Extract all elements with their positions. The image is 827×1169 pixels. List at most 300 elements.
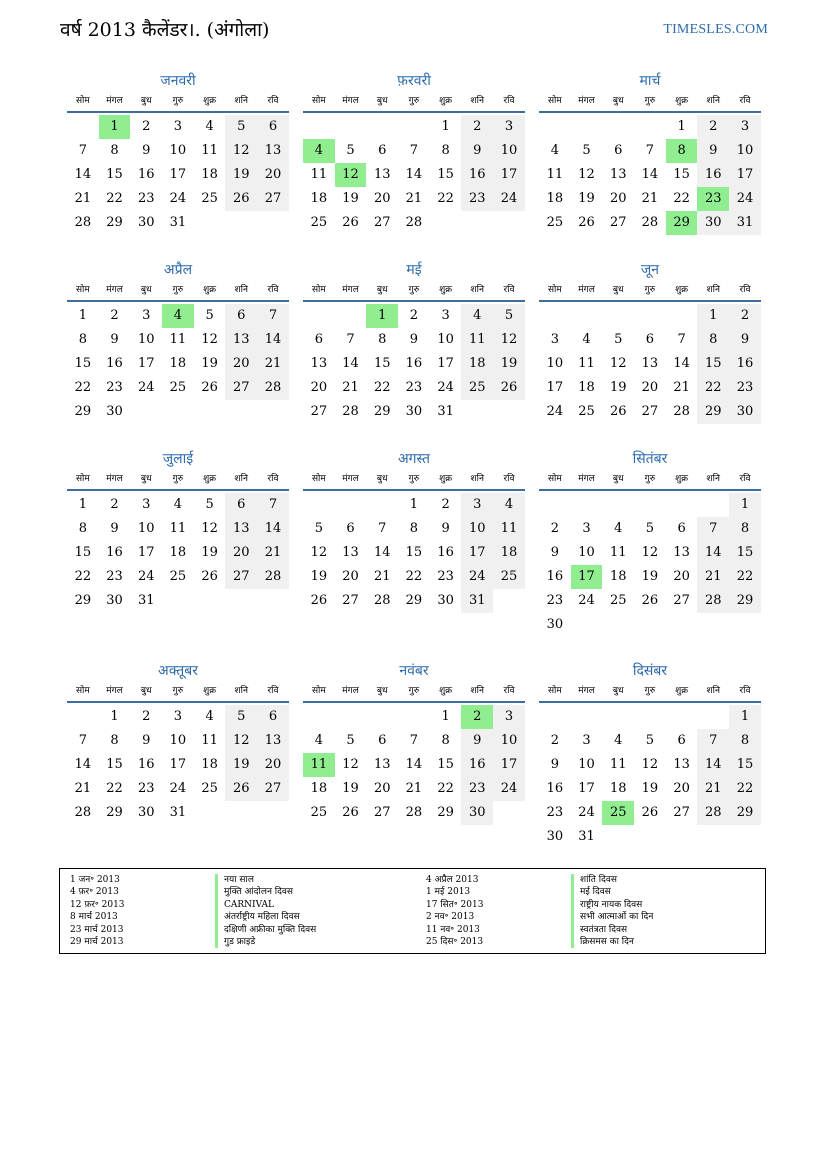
day-cell[interactable]: 26	[342, 805, 359, 820]
day-cell[interactable]: 6	[225, 493, 257, 517]
day-cell[interactable]: 1	[110, 709, 119, 724]
day-cell[interactable]: 29	[74, 404, 92, 419]
day-cell[interactable]: 2	[441, 497, 450, 512]
day-cell[interactable]: 4	[550, 143, 559, 158]
day-cell[interactable]: 14	[373, 545, 391, 560]
day-cell[interactable]: 24	[169, 191, 187, 206]
day-cell[interactable]: 7	[697, 517, 729, 541]
day-cell[interactable]: 14	[74, 757, 92, 772]
day-cell[interactable]: 8	[697, 328, 729, 352]
day-cell[interactable]: 10	[137, 332, 155, 347]
day-cell[interactable]: 7	[257, 493, 289, 517]
day-cell[interactable]: 12	[342, 757, 359, 772]
day-cell[interactable]: 28	[405, 215, 423, 230]
holiday-day-cell[interactable]: 25	[602, 801, 634, 825]
day-cell[interactable]: 16	[137, 167, 155, 182]
day-cell[interactable]: 20	[641, 380, 659, 395]
day-cell[interactable]: 19	[342, 191, 359, 206]
day-cell[interactable]: 21	[641, 191, 659, 206]
day-cell[interactable]: 20	[225, 352, 257, 376]
day-cell[interactable]: 18	[169, 545, 187, 560]
day-cell[interactable]: 31	[578, 829, 595, 844]
day-cell[interactable]: 19	[225, 753, 257, 777]
day-cell[interactable]: 9	[729, 328, 761, 352]
day-cell[interactable]: 24	[493, 187, 525, 211]
day-cell[interactable]: 10	[578, 757, 595, 772]
day-cell[interactable]: 6	[378, 733, 387, 748]
day-cell[interactable]: 18	[609, 569, 627, 584]
day-cell[interactable]: 7	[645, 143, 655, 158]
day-cell[interactable]: 6	[314, 332, 323, 347]
day-cell[interactable]: 23	[546, 805, 564, 820]
day-cell[interactable]: 19	[493, 352, 525, 376]
day-cell[interactable]: 31	[461, 589, 493, 613]
day-cell[interactable]: 26	[310, 593, 328, 608]
day-cell[interactable]: 22	[74, 380, 92, 395]
day-cell[interactable]: 28	[673, 404, 690, 419]
day-cell[interactable]: 8	[441, 143, 450, 158]
day-cell[interactable]: 25	[169, 569, 187, 584]
day-cell[interactable]: 6	[225, 304, 257, 328]
day-cell[interactable]: 25	[201, 191, 218, 206]
day-cell[interactable]: 5	[645, 521, 655, 536]
day-cell[interactable]: 5	[314, 521, 323, 536]
day-cell[interactable]: 16	[137, 757, 155, 772]
day-cell[interactable]: 24	[578, 593, 595, 608]
day-cell[interactable]: 3	[441, 308, 450, 323]
day-cell[interactable]: 12	[225, 729, 257, 753]
day-cell[interactable]: 27	[673, 593, 690, 608]
day-cell[interactable]: 21	[257, 541, 289, 565]
day-cell[interactable]: 21	[257, 352, 289, 376]
day-cell[interactable]: 7	[78, 143, 87, 158]
day-cell[interactable]: 13	[225, 517, 257, 541]
day-cell[interactable]: 17	[137, 356, 155, 371]
day-cell[interactable]: 24	[461, 565, 493, 589]
day-cell[interactable]: 3	[550, 332, 559, 347]
day-cell[interactable]: 20	[673, 569, 690, 584]
day-cell[interactable]: 19	[201, 545, 218, 560]
day-cell[interactable]: 28	[641, 215, 659, 230]
day-cell[interactable]: 24	[137, 380, 155, 395]
day-cell[interactable]: 11	[201, 143, 218, 158]
day-cell[interactable]: 16	[405, 356, 423, 371]
day-cell[interactable]: 3	[173, 119, 183, 134]
day-cell[interactable]: 20	[225, 541, 257, 565]
day-cell[interactable]: 5	[205, 308, 214, 323]
day-cell[interactable]: 29	[697, 400, 729, 424]
day-cell[interactable]: 26	[201, 569, 218, 584]
day-cell[interactable]: 10	[493, 729, 525, 753]
day-cell[interactable]: 21	[342, 380, 359, 395]
day-cell[interactable]: 3	[582, 521, 591, 536]
day-cell[interactable]: 28	[697, 801, 729, 825]
day-cell[interactable]: 4	[493, 493, 525, 517]
day-cell[interactable]: 29	[74, 593, 92, 608]
day-cell[interactable]: 23	[546, 593, 564, 608]
day-cell[interactable]: 6	[677, 521, 686, 536]
day-cell[interactable]: 10	[729, 139, 761, 163]
day-cell[interactable]: 20	[310, 380, 328, 395]
day-cell[interactable]: 1	[441, 709, 450, 724]
day-cell[interactable]: 13	[373, 757, 391, 772]
day-cell[interactable]: 25	[310, 215, 328, 230]
day-cell[interactable]: 13	[257, 139, 289, 163]
day-cell[interactable]: 29	[405, 593, 423, 608]
day-cell[interactable]: 21	[373, 569, 391, 584]
day-cell[interactable]: 7	[409, 143, 419, 158]
day-cell[interactable]: 5	[225, 115, 257, 139]
day-cell[interactable]: 25	[310, 805, 328, 820]
day-cell[interactable]: 29	[729, 589, 761, 613]
day-cell[interactable]: 12	[493, 328, 525, 352]
day-cell[interactable]: 19	[225, 163, 257, 187]
day-cell[interactable]: 9	[461, 139, 493, 163]
day-cell[interactable]: 24	[137, 569, 155, 584]
day-cell[interactable]: 27	[257, 777, 289, 801]
day-cell[interactable]: 17	[546, 380, 564, 395]
day-cell[interactable]: 9	[441, 521, 450, 536]
day-cell[interactable]: 3	[493, 115, 525, 139]
day-cell[interactable]: 12	[201, 332, 218, 347]
day-cell[interactable]: 12	[201, 521, 218, 536]
day-cell[interactable]: 31	[137, 593, 155, 608]
day-cell[interactable]: 12	[225, 139, 257, 163]
day-cell[interactable]: 30	[729, 400, 761, 424]
day-cell[interactable]: 18	[609, 781, 627, 796]
day-cell[interactable]: 27	[225, 565, 257, 589]
day-cell[interactable]: 4	[205, 119, 214, 134]
day-cell[interactable]: 16	[546, 569, 564, 584]
day-cell[interactable]: 1	[697, 304, 729, 328]
day-cell[interactable]: 3	[729, 115, 761, 139]
day-cell[interactable]: 7	[697, 729, 729, 753]
day-cell[interactable]: 1	[441, 119, 450, 134]
day-cell[interactable]: 17	[437, 356, 454, 371]
day-cell[interactable]: 4	[614, 733, 623, 748]
day-cell[interactable]: 26	[201, 380, 218, 395]
day-cell[interactable]: 23	[106, 569, 123, 584]
day-cell[interactable]: 15	[437, 757, 454, 772]
day-cell[interactable]: 8	[78, 521, 87, 536]
day-cell[interactable]: 31	[169, 805, 187, 820]
holiday-day-cell[interactable]: 4	[303, 139, 335, 163]
day-cell[interactable]: 20	[342, 569, 359, 584]
day-cell[interactable]: 2	[550, 521, 559, 536]
day-cell[interactable]: 2	[697, 115, 729, 139]
day-cell[interactable]: 14	[641, 167, 659, 182]
day-cell[interactable]: 11	[546, 167, 564, 182]
day-cell[interactable]: 26	[225, 777, 257, 801]
day-cell[interactable]: 8	[729, 729, 761, 753]
day-cell[interactable]: 10	[169, 733, 187, 748]
day-cell[interactable]: 25	[169, 380, 187, 395]
day-cell[interactable]: 3	[173, 709, 183, 724]
day-cell[interactable]: 14	[697, 541, 729, 565]
day-cell[interactable]: 2	[110, 308, 119, 323]
day-cell[interactable]: 17	[578, 781, 595, 796]
day-cell[interactable]: 23	[405, 380, 423, 395]
day-cell[interactable]: 18	[546, 191, 564, 206]
day-cell[interactable]: 31	[729, 211, 761, 235]
day-cell[interactable]: 13	[609, 167, 627, 182]
day-cell[interactable]: 13	[342, 545, 359, 560]
day-cell[interactable]: 22	[729, 777, 761, 801]
day-cell[interactable]: 30	[546, 617, 564, 632]
day-cell[interactable]: 24	[437, 380, 454, 395]
day-cell[interactable]: 6	[677, 733, 686, 748]
day-cell[interactable]: 20	[257, 753, 289, 777]
day-cell[interactable]: 18	[461, 352, 493, 376]
day-cell[interactable]: 30	[137, 215, 155, 230]
day-cell[interactable]: 27	[673, 805, 690, 820]
day-cell[interactable]: 15	[729, 541, 761, 565]
day-cell[interactable]: 9	[550, 757, 559, 772]
day-cell[interactable]: 26	[342, 215, 359, 230]
day-cell[interactable]: 28	[697, 589, 729, 613]
day-cell[interactable]: 26	[225, 187, 257, 211]
day-cell[interactable]: 11	[201, 733, 218, 748]
day-cell[interactable]: 13	[257, 729, 289, 753]
day-cell[interactable]: 11	[609, 545, 627, 560]
day-cell[interactable]: 28	[74, 805, 92, 820]
day-cell[interactable]: 14	[257, 517, 289, 541]
day-cell[interactable]: 13	[641, 356, 659, 371]
day-cell[interactable]: 22	[697, 376, 729, 400]
day-cell[interactable]: 4	[614, 521, 623, 536]
day-cell[interactable]: 10	[137, 521, 155, 536]
day-cell[interactable]: 24	[169, 781, 187, 796]
day-cell[interactable]: 30	[697, 211, 729, 235]
day-cell[interactable]: 2	[729, 304, 761, 328]
day-cell[interactable]: 2	[409, 308, 419, 323]
day-cell[interactable]: 25	[461, 376, 493, 400]
day-cell[interactable]: 30	[106, 404, 123, 419]
day-cell[interactable]: 1	[78, 497, 87, 512]
day-cell[interactable]: 16	[106, 545, 123, 560]
day-cell[interactable]: 11	[609, 757, 627, 772]
day-cell[interactable]: 15	[697, 352, 729, 376]
day-cell[interactable]: 12	[609, 356, 627, 371]
day-cell[interactable]: 18	[310, 191, 328, 206]
holiday-day-cell[interactable]: 11	[303, 753, 335, 777]
day-cell[interactable]: 7	[409, 733, 419, 748]
day-cell[interactable]: 4	[173, 497, 183, 512]
day-cell[interactable]: 16	[437, 545, 454, 560]
day-cell[interactable]: 20	[373, 191, 391, 206]
day-cell[interactable]: 13	[673, 545, 690, 560]
day-cell[interactable]: 19	[641, 781, 659, 796]
day-cell[interactable]: 16	[106, 356, 123, 371]
day-cell[interactable]: 2	[110, 497, 119, 512]
day-cell[interactable]: 4	[205, 709, 214, 724]
day-cell[interactable]: 14	[697, 753, 729, 777]
day-cell[interactable]: 23	[106, 380, 123, 395]
day-cell[interactable]: 22	[106, 781, 123, 796]
day-cell[interactable]: 8	[110, 733, 119, 748]
day-cell[interactable]: 19	[342, 781, 359, 796]
day-cell[interactable]: 15	[74, 356, 92, 371]
day-cell[interactable]: 5	[614, 332, 623, 347]
day-cell[interactable]: 22	[106, 191, 123, 206]
day-cell[interactable]: 13	[673, 757, 690, 772]
day-cell[interactable]: 28	[405, 805, 423, 820]
day-cell[interactable]: 6	[346, 521, 355, 536]
day-cell[interactable]: 29	[106, 805, 123, 820]
day-cell[interactable]: 10	[546, 356, 564, 371]
day-cell[interactable]: 9	[550, 545, 559, 560]
day-cell[interactable]: 15	[437, 167, 454, 182]
day-cell[interactable]: 8	[409, 521, 419, 536]
day-cell[interactable]: 17	[493, 753, 525, 777]
day-cell[interactable]: 19	[641, 569, 659, 584]
day-cell[interactable]: 9	[142, 733, 151, 748]
day-cell[interactable]: 27	[225, 376, 257, 400]
day-cell[interactable]: 2	[142, 119, 151, 134]
day-cell[interactable]: 17	[461, 541, 493, 565]
day-cell[interactable]: 15	[729, 753, 761, 777]
day-cell[interactable]: 15	[74, 545, 92, 560]
day-cell[interactable]: 26	[609, 404, 627, 419]
day-cell[interactable]: 22	[437, 781, 454, 796]
day-cell[interactable]: 30	[437, 593, 454, 608]
day-cell[interactable]: 13	[310, 356, 328, 371]
day-cell[interactable]: 29	[729, 801, 761, 825]
day-cell[interactable]: 24	[729, 187, 761, 211]
day-cell[interactable]: 18	[169, 356, 187, 371]
day-cell[interactable]: 22	[373, 380, 391, 395]
day-cell[interactable]: 5	[346, 733, 355, 748]
day-cell[interactable]: 14	[74, 167, 92, 182]
day-cell[interactable]: 30	[461, 801, 493, 825]
day-cell[interactable]: 20	[373, 781, 391, 796]
day-cell[interactable]: 12	[310, 545, 328, 560]
day-cell[interactable]: 22	[74, 569, 92, 584]
holiday-day-cell[interactable]: 1	[99, 115, 131, 139]
day-cell[interactable]: 23	[137, 781, 155, 796]
holiday-day-cell[interactable]: 1	[366, 304, 398, 328]
day-cell[interactable]: 26	[493, 376, 525, 400]
day-cell[interactable]: 22	[673, 191, 690, 206]
day-cell[interactable]: 2	[142, 709, 151, 724]
day-cell[interactable]: 5	[225, 705, 257, 729]
day-cell[interactable]: 19	[578, 191, 595, 206]
day-cell[interactable]: 9	[110, 332, 119, 347]
day-cell[interactable]: 12	[641, 545, 659, 560]
day-cell[interactable]: 5	[645, 733, 655, 748]
day-cell[interactable]: 1	[729, 493, 761, 517]
day-cell[interactable]: 10	[493, 139, 525, 163]
day-cell[interactable]: 10	[437, 332, 454, 347]
day-cell[interactable]: 4	[582, 332, 591, 347]
day-cell[interactable]: 28	[257, 376, 289, 400]
day-cell[interactable]: 27	[310, 404, 328, 419]
day-cell[interactable]: 11	[461, 328, 493, 352]
day-cell[interactable]: 28	[373, 593, 391, 608]
day-cell[interactable]: 18	[201, 757, 218, 772]
day-cell[interactable]: 24	[493, 777, 525, 801]
day-cell[interactable]: 3	[493, 705, 525, 729]
day-cell[interactable]: 23	[729, 376, 761, 400]
day-cell[interactable]: 25	[578, 404, 595, 419]
day-cell[interactable]: 18	[310, 781, 328, 796]
day-cell[interactable]: 25	[546, 215, 564, 230]
day-cell[interactable]: 11	[310, 167, 328, 182]
day-cell[interactable]: 19	[310, 569, 328, 584]
day-cell[interactable]: 8	[78, 332, 87, 347]
day-cell[interactable]: 21	[697, 565, 729, 589]
day-cell[interactable]: 26	[641, 805, 659, 820]
day-cell[interactable]: 31	[169, 215, 187, 230]
day-cell[interactable]: 21	[405, 781, 423, 796]
day-cell[interactable]: 9	[110, 521, 119, 536]
site-link[interactable]: TIMESLES.COM	[663, 22, 768, 37]
day-cell[interactable]: 5	[205, 497, 214, 512]
day-cell[interactable]: 28	[74, 215, 92, 230]
day-cell[interactable]: 11	[578, 356, 595, 371]
day-cell[interactable]: 27	[373, 805, 391, 820]
day-cell[interactable]: 28	[257, 565, 289, 589]
day-cell[interactable]: 23	[461, 187, 493, 211]
day-cell[interactable]: 14	[405, 757, 423, 772]
day-cell[interactable]: 11	[169, 332, 187, 347]
day-cell[interactable]: 23	[137, 191, 155, 206]
day-cell[interactable]: 25	[493, 565, 525, 589]
day-cell[interactable]: 15	[106, 167, 123, 182]
day-cell[interactable]: 5	[493, 304, 525, 328]
day-cell[interactable]: 10	[461, 517, 493, 541]
day-cell[interactable]: 8	[378, 332, 387, 347]
day-cell[interactable]: 9	[142, 143, 151, 158]
day-cell[interactable]: 15	[405, 545, 423, 560]
day-cell[interactable]: 6	[645, 332, 655, 347]
holiday-day-cell[interactable]: 17	[571, 565, 603, 589]
day-cell[interactable]: 3	[461, 493, 493, 517]
day-cell[interactable]: 3	[582, 733, 591, 748]
day-cell[interactable]: 7	[378, 521, 387, 536]
day-cell[interactable]: 14	[405, 167, 423, 182]
day-cell[interactable]: 1	[409, 497, 419, 512]
day-cell[interactable]: 25	[201, 781, 218, 796]
day-cell[interactable]: 29	[106, 215, 123, 230]
day-cell[interactable]: 2	[550, 733, 559, 748]
day-cell[interactable]: 3	[142, 308, 151, 323]
day-cell[interactable]: 1	[677, 119, 686, 134]
day-cell[interactable]: 27	[609, 215, 627, 230]
day-cell[interactable]: 15	[373, 356, 391, 371]
day-cell[interactable]: 21	[74, 191, 92, 206]
day-cell[interactable]: 30	[405, 404, 423, 419]
day-cell[interactable]: 31	[437, 404, 454, 419]
day-cell[interactable]: 27	[641, 404, 659, 419]
day-cell[interactable]: 24	[578, 805, 595, 820]
day-cell[interactable]: 20	[257, 163, 289, 187]
day-cell[interactable]: 5	[582, 143, 591, 158]
day-cell[interactable]: 7	[78, 733, 87, 748]
day-cell[interactable]: 5	[346, 143, 355, 158]
day-cell[interactable]: 23	[437, 569, 454, 584]
day-cell[interactable]: 27	[373, 215, 391, 230]
day-cell[interactable]: 8	[110, 143, 119, 158]
day-cell[interactable]: 7	[346, 332, 355, 347]
day-cell[interactable]: 15	[106, 757, 123, 772]
day-cell[interactable]: 16	[461, 163, 493, 187]
day-cell[interactable]: 21	[697, 777, 729, 801]
day-cell[interactable]: 17	[493, 163, 525, 187]
day-cell[interactable]: 21	[74, 781, 92, 796]
holiday-day-cell[interactable]: 29	[666, 211, 698, 235]
day-cell[interactable]: 3	[142, 497, 151, 512]
